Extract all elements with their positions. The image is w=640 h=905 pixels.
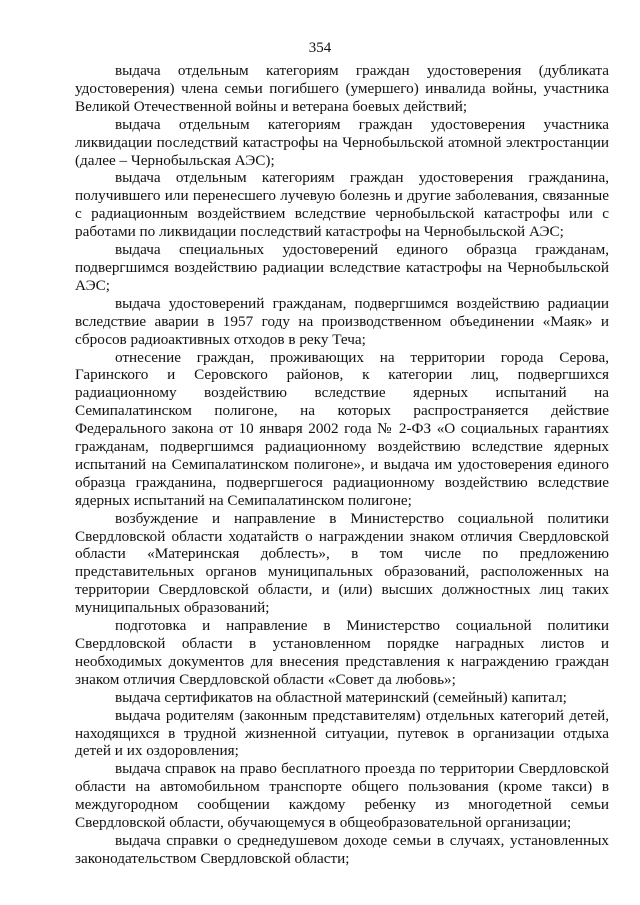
paragraph-5: выдача удостоверений гражданам, подвергшимся воздействию радиации вследствие аварии в 1957 году на производственном объединении «Маяк» и сбросов радиоактивных отходов в реку Теча; <box>75 294 609 348</box>
paragraph-2: выдача отдельным категориям граждан удостоверения участника ликвидации последствий катастрофы на Чернобыльской атомной электростанции (далее – Чернобыльская АЭС); <box>75 115 609 169</box>
document-body <box>75 62 609 868</box>
paragraph-4: выдача специальных удостоверений единого образца гражданам, подвергшимся воздействию радиации вследствие катастрофы на Чернобыльской АЭС; <box>75 241 609 294</box>
paragraph-11: выдача справок на право бесплатного проезда по территории Свердловской области на автомобильном транспорте общего пользования (кроме такси) в междугородном сообщении каждому ребенку из многодетной семьи Свердловской области, обучающемуся в общеобразовательной организации; <box>75 760 609 832</box>
page-number: 354 <box>308 40 332 56</box>
paragraph-3: выдача отдельным категориям граждан удостоверения гражданина, получившего или перенесшего лучевую болезнь и другие заболевания, связанные с радиационным воздействием вследствие чернобыльской катастрофы или с работами по ликвидации последствий катастрофы на Чернобыльской АЭС; <box>75 169 609 241</box>
paragraph-8: подготовка и направление в Министерство социальной политики Свердловской области в установленном порядке наградных листов и необходимых документов для внесения представления к награждению граждан знаком отличия Свердловской области «Совет да любовь»; <box>75 617 609 688</box>
paragraph-10: выдача родителям (законным представителям) отдельных категорий детей, находящихся в трудной жизненной ситуации, путевок в организации отдыха детей и их оздоровления; <box>75 706 609 760</box>
paragraph-1: выдача отдельным категориям граждан удостоверения (дубликата удостоверения) члена семьи погибшего (умершего) инвалида войны, участника Великой Отечественной войны и ветерана боевых действий; <box>75 62 609 115</box>
paragraph-9: выдача сертификатов на областной материнский (семейный) капитал; <box>115 688 567 706</box>
paragraph-7: возбуждение и направление в Министерство социальной политики Свердловской области ходатайств о награждении знаком отличия Свердловской области «Материнская доблесть», в том числе по предложению представительных органов муниципальных образований, расположенных на территории Свердловской области, и (или) высших должностных лиц таких муниципальных образований; <box>75 509 609 617</box>
paragraph-12: выдача справки о среднедушевом доходе семьи в случаях, установленных законодательством Свердловской области; <box>75 831 609 867</box>
paragraph-6: отнесение граждан, проживающих на территории города Серова, Гаринского и Серовского районов, к категории лиц, подвергшихся радиационному воздействию вследствие ядерных испытаний на Семипалатинском полигоне, на которых распространяется действие Федерального закона от 10 января 2002 года № 2-ФЗ «О социальных гарантиях гражданам, подвергшимся радиационному воздействию вследствие ядерных испытаний на Семипалатинском полигоне», и выдача им удостоверения единого образца гражданина, подвергшегося радиационному воздействию вследствие ядерных испытаний на Семипалатинском полигоне; <box>75 348 609 509</box>
